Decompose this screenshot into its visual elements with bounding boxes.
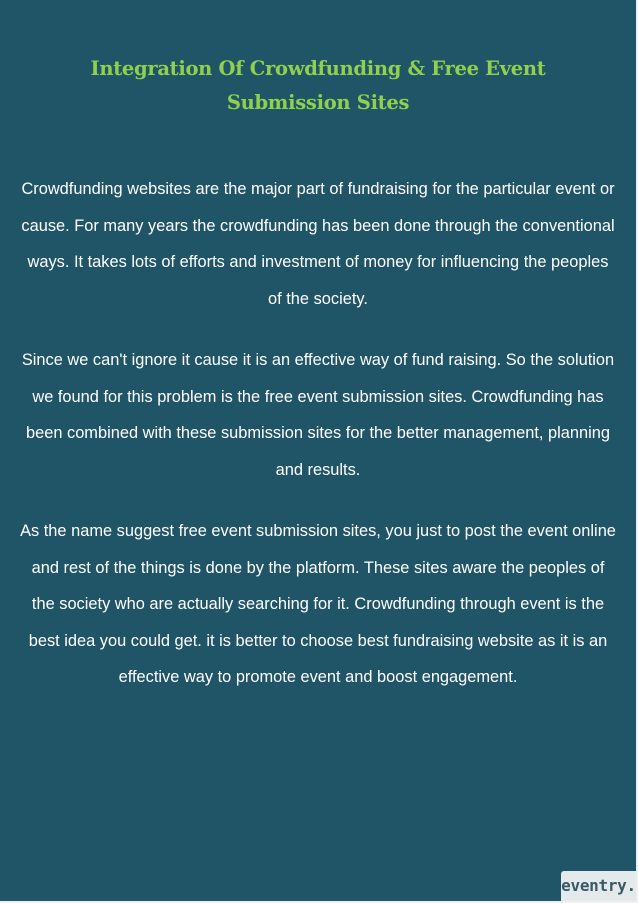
page-title: Integration Of Crowdfunding & Free Event Submission Sites — [90, 57, 546, 114]
eventry-logo[interactable]: eventry. — [561, 871, 636, 901]
paragraph-3: As the name suggest free event submission sites, you just to post the event online and rest of the things is done by the platform. These sites aware the peoples of the society who are actually searching for it. Crowdfunding through event is the best idea you could get. it is better to choose best fundraising website as it is an effective way to promote event and boost engagement. — [20, 522, 616, 686]
paragraph-2: Since we can't ignore it cause it is an effective way of fund raising. So the solution we found for this problem is the free event submission sites. Crowdfunding has been combined with these submission sites for the better management, planning and results. — [21, 351, 615, 479]
paragraph-1: Crowdfunding websites are the major part of fundraising for the particular event or cause. For many years the crowdfunding has been done through the conventional ways. It takes lots of efforts and investment of money for influencing the peoples of the society. — [21, 180, 615, 308]
